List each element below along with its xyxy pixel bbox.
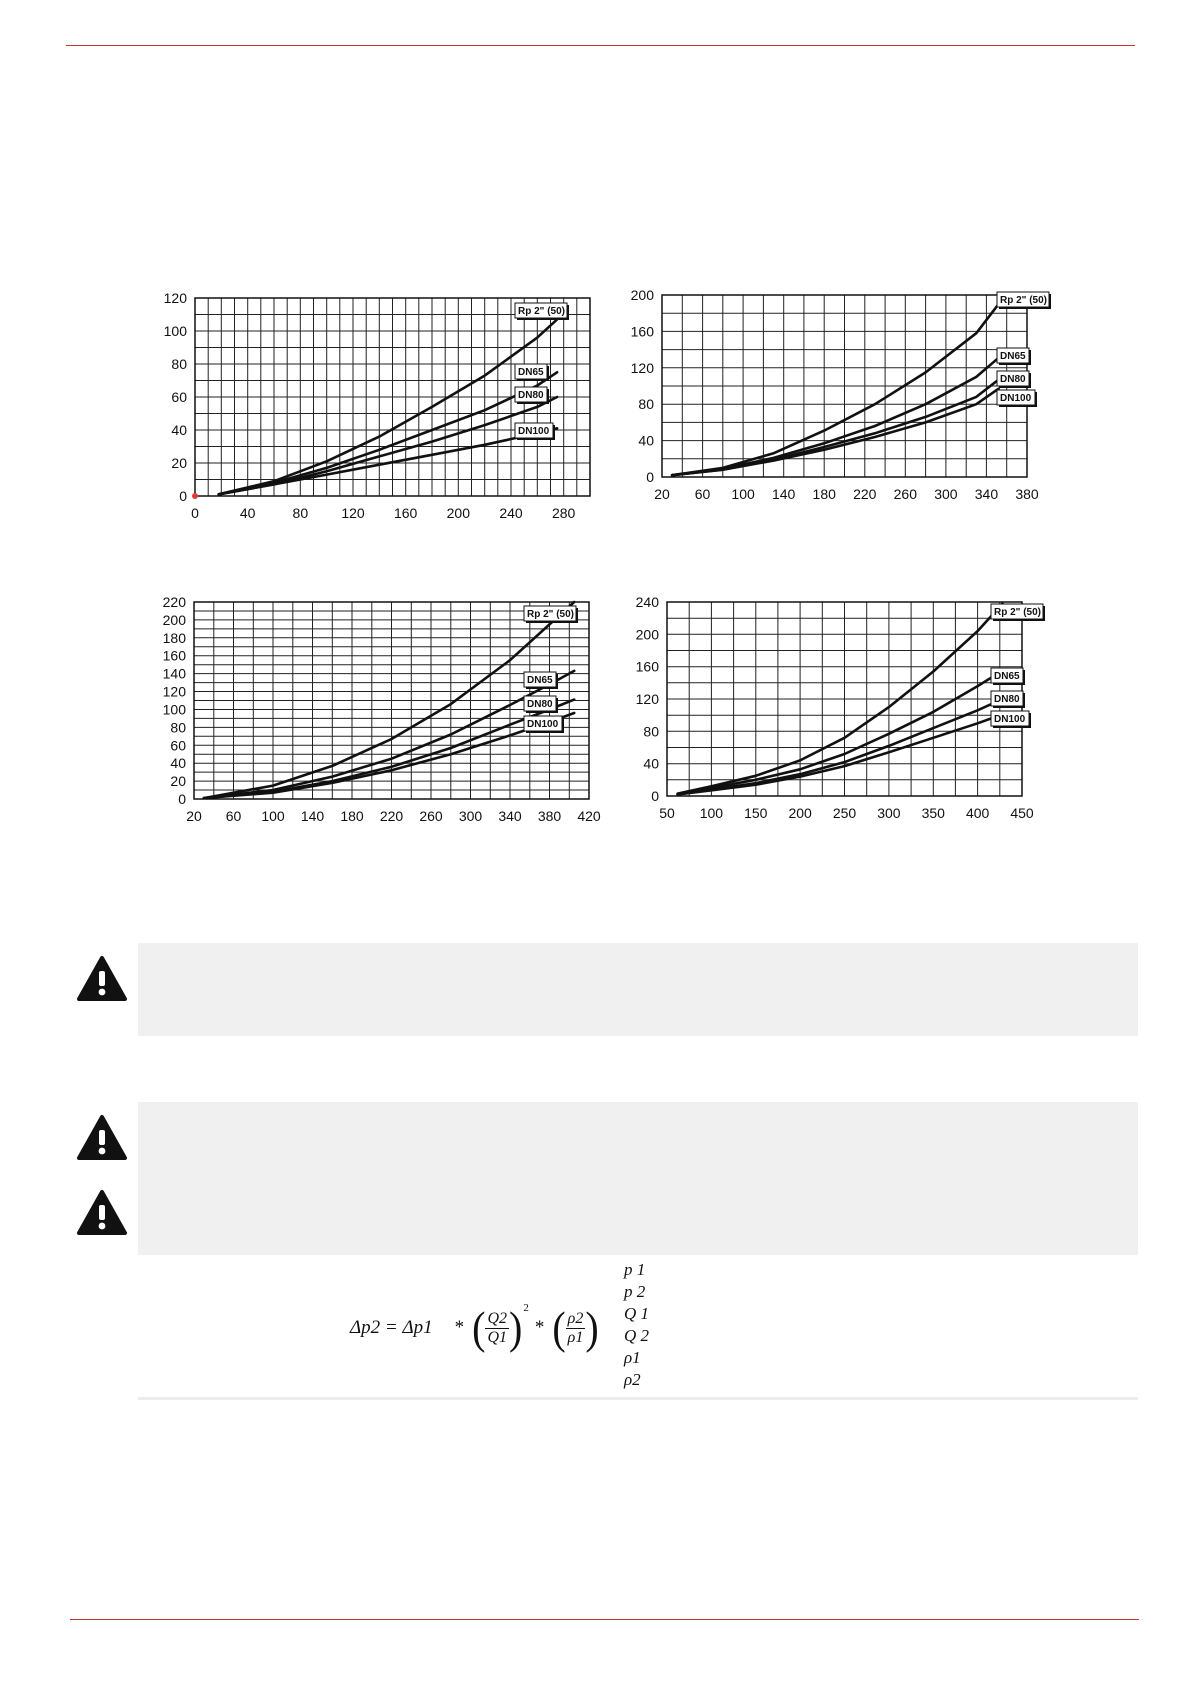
- warning-icon: [76, 1114, 128, 1161]
- x-tick-label: 350: [921, 805, 945, 821]
- series-label-text: DN80: [527, 699, 553, 710]
- x-tick-label: 160: [393, 505, 418, 521]
- x-tick-label: 380: [537, 808, 562, 824]
- x-tick-label: 100: [699, 805, 724, 821]
- footer-rule: [70, 1619, 1139, 1620]
- series-label: [991, 691, 1025, 708]
- x-tick-label: 340: [498, 808, 522, 824]
- formula-lhs: Δp2 = Δp1: [350, 1317, 433, 1338]
- series-label-text: DN65: [994, 671, 1020, 682]
- series-line-1: [204, 671, 574, 798]
- y-tick-label: 220: [162, 594, 186, 610]
- paren-close: ): [585, 1301, 599, 1354]
- series-label-text: DN65: [527, 675, 553, 686]
- series-label-text: Rp 2" (50): [518, 306, 565, 317]
- density-ratio: [566, 1310, 586, 1347]
- x-tick-label: 100: [261, 808, 285, 824]
- x-tick-label: 300: [934, 486, 958, 502]
- series-label: [524, 696, 558, 713]
- y-tick-label: 160: [630, 323, 654, 340]
- warning-notice-1: [138, 943, 1138, 1036]
- x-tick-label: 20: [654, 486, 670, 502]
- series-label: [524, 672, 558, 689]
- y-tick-label: 80: [643, 723, 659, 740]
- x-tick-label: 40: [239, 505, 256, 521]
- series-label: [997, 371, 1031, 388]
- y-tick-label: 120: [162, 683, 186, 700]
- y-tick-label: 140: [162, 665, 186, 682]
- symbol-rho1: ρ1: [624, 1348, 641, 1367]
- series-line-2: [204, 700, 574, 799]
- x-tick-label: 100: [731, 486, 755, 502]
- x-tick-label: 140: [771, 486, 796, 502]
- series-line-1: [672, 358, 999, 475]
- x-tick-label: 200: [788, 805, 812, 821]
- symbol-q2: Q 2: [624, 1326, 650, 1345]
- x-tick-label: 120: [341, 505, 365, 521]
- x-tick-label: 260: [893, 486, 918, 502]
- x-tick-label: 200: [446, 505, 471, 521]
- series-label: [997, 292, 1051, 309]
- y-tick-label: 40: [638, 432, 654, 449]
- series-line-0: [219, 319, 557, 494]
- paren-close: ): [509, 1301, 523, 1354]
- series-label-text: DN65: [518, 367, 544, 378]
- y-tick-label: 60: [170, 737, 186, 754]
- series-label-text: Rp 2" (50): [1000, 295, 1047, 306]
- y-tick-label: 0: [178, 791, 186, 807]
- series-label: [997, 390, 1037, 407]
- series-line-3: [672, 389, 999, 476]
- series-label: [524, 606, 578, 623]
- x-tick-label: 340: [974, 486, 999, 502]
- formula-times: *: [454, 1317, 465, 1338]
- series-label-text: DN100: [527, 719, 559, 730]
- series-label-text: DN100: [1000, 393, 1032, 404]
- y-tick-label: 40: [170, 755, 186, 772]
- series-label: [991, 711, 1031, 728]
- y-tick-label: 120: [635, 691, 659, 707]
- series-label-text: DN100: [518, 426, 550, 437]
- series-label-text: Rp 2" (50): [527, 609, 574, 620]
- flow-numerator: Q2: [487, 1309, 508, 1327]
- y-tick-label: 60: [171, 389, 187, 405]
- y-tick-label: 80: [638, 396, 654, 413]
- density-denominator: ρ1: [567, 1328, 584, 1346]
- paren-open: (: [472, 1301, 486, 1354]
- chart-3: [138, 592, 618, 854]
- series-label: [515, 303, 569, 320]
- series-label-text: DN65: [1000, 351, 1026, 362]
- symbol-rho2: ρ2: [624, 1370, 641, 1389]
- header-rule: [66, 45, 1135, 46]
- series-label-text: DN80: [1000, 374, 1026, 385]
- series-label-text: DN80: [994, 694, 1020, 705]
- series-line-1: [219, 372, 557, 494]
- y-tick-label: 40: [171, 422, 187, 438]
- series-line-0: [672, 304, 999, 475]
- x-tick-label: 260: [419, 808, 443, 824]
- warning-notice-2: [138, 1102, 1138, 1255]
- flow-ratio: [485, 1310, 509, 1347]
- chart-2: [630, 285, 1132, 530]
- series-label: [991, 668, 1025, 685]
- chart-4: [635, 592, 1132, 854]
- y-tick-label: 20: [171, 455, 187, 471]
- y-tick-label: 80: [170, 719, 186, 736]
- x-tick-label: 220: [379, 808, 404, 824]
- x-tick-label: 50: [659, 805, 675, 821]
- y-tick-label: 100: [162, 701, 186, 718]
- x-tick-label: 180: [340, 808, 364, 824]
- x-tick-label: 400: [965, 805, 990, 821]
- symbol-p1: p 1: [624, 1260, 646, 1279]
- x-tick-label: 240: [499, 505, 523, 521]
- series-label: [524, 716, 564, 733]
- x-tick-label: 80: [292, 505, 309, 521]
- y-tick-label: 160: [635, 658, 659, 675]
- series-line-3: [219, 428, 557, 494]
- formula-exponent: 2: [523, 1302, 529, 1314]
- x-tick-label: 0: [191, 505, 199, 521]
- formula-symbol-list: [624, 1259, 649, 1391]
- series-label: [515, 364, 549, 381]
- y-tick-label: 120: [630, 359, 654, 376]
- series-label-text: DN80: [518, 390, 544, 401]
- y-tick-label: 20: [170, 773, 186, 790]
- y-tick-label: 120: [163, 290, 187, 306]
- x-tick-label: 250: [832, 805, 857, 821]
- symbol-p2: p 2: [624, 1282, 646, 1301]
- y-tick-label: 40: [643, 755, 659, 772]
- y-tick-label: 80: [171, 356, 187, 372]
- series-label-text: DN100: [994, 714, 1026, 725]
- x-tick-label: 280: [551, 505, 576, 521]
- series-label: [997, 348, 1031, 365]
- y-tick-label: 0: [179, 488, 187, 504]
- pressure-drop-formula: [350, 1303, 599, 1353]
- density-numerator: ρ2: [567, 1309, 584, 1327]
- x-tick-label: 20: [186, 808, 202, 824]
- y-tick-label: 100: [163, 323, 187, 339]
- y-tick-label: 200: [635, 626, 659, 643]
- y-tick-label: 0: [646, 469, 654, 485]
- y-tick-label: 240: [635, 594, 659, 610]
- series-label: [991, 604, 1045, 621]
- x-tick-label: 60: [694, 486, 711, 502]
- formula-times: *: [534, 1317, 545, 1338]
- y-tick-label: 200: [162, 611, 186, 628]
- warning-icon: [76, 1189, 128, 1236]
- series-line-1: [678, 671, 1003, 795]
- series-line-3: [204, 713, 574, 798]
- series-line-2: [672, 380, 999, 476]
- x-tick-label: 380: [1015, 486, 1039, 502]
- formula-section: [138, 1255, 1138, 1400]
- x-tick-label: 450: [1010, 805, 1034, 821]
- x-tick-label: 140: [300, 808, 325, 824]
- paren-open: (: [552, 1301, 566, 1354]
- x-tick-label: 300: [877, 805, 901, 821]
- x-tick-label: 60: [225, 808, 242, 824]
- symbol-q1: Q 1: [624, 1304, 650, 1323]
- y-tick-label: 0: [651, 788, 659, 804]
- warning-icon: [76, 955, 128, 1002]
- x-tick-label: 180: [812, 486, 836, 502]
- y-tick-label: 200: [630, 287, 654, 303]
- series-label: [515, 387, 549, 404]
- x-tick-label: 220: [853, 486, 877, 502]
- y-tick-label: 180: [162, 629, 186, 646]
- series-label: [515, 423, 555, 440]
- x-tick-label: 420: [577, 808, 601, 824]
- origin-marker: [192, 493, 198, 499]
- y-tick-label: 160: [162, 647, 186, 664]
- grid: [662, 295, 1027, 477]
- series-label-text: Rp 2" (50): [994, 607, 1041, 618]
- flow-denominator: Q1: [487, 1328, 508, 1346]
- x-tick-label: 300: [458, 808, 483, 824]
- chart-1: [140, 288, 620, 533]
- x-tick-label: 150: [744, 805, 768, 821]
